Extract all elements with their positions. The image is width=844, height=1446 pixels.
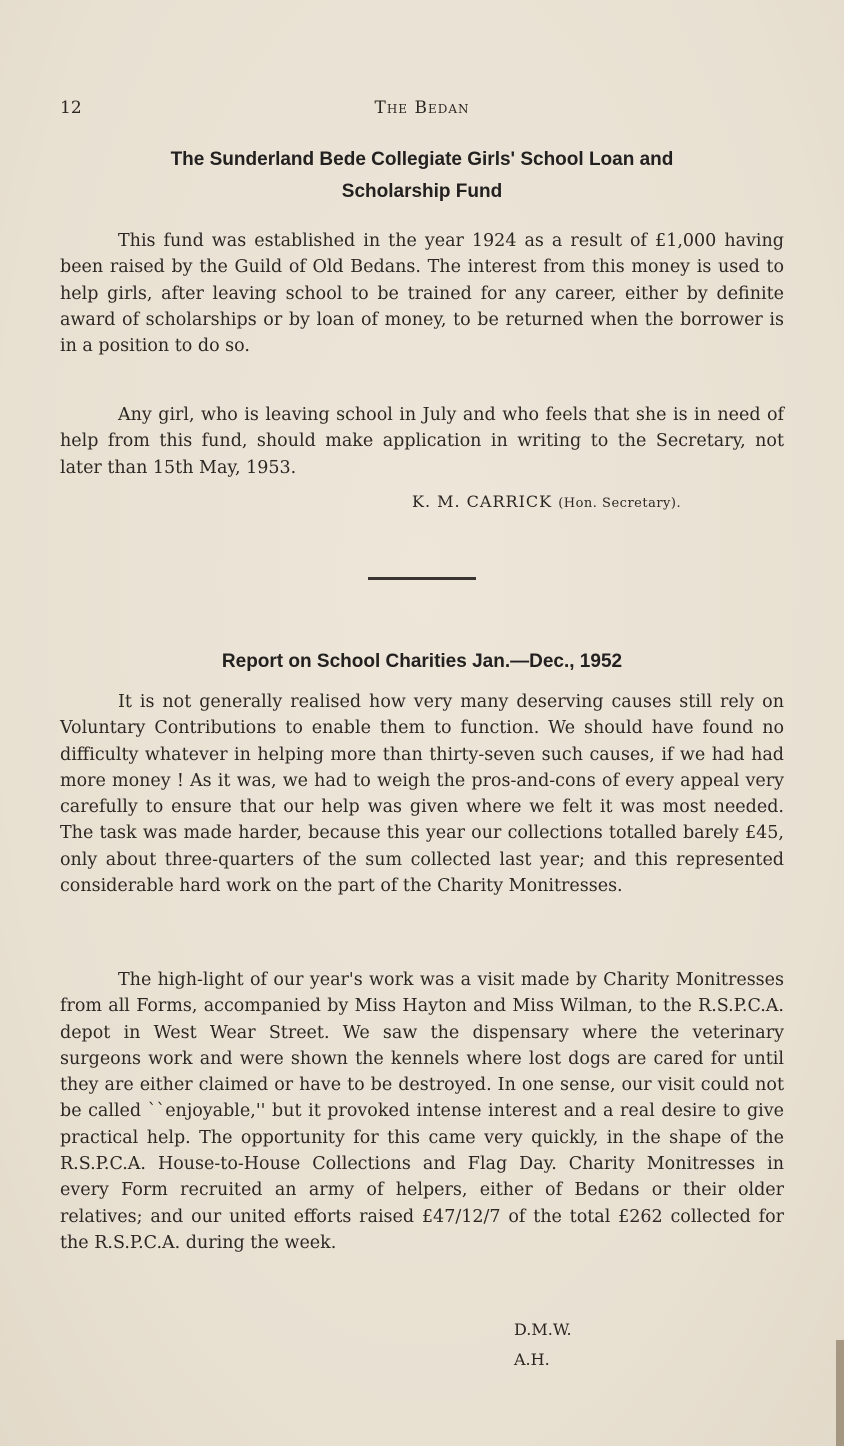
loan-fund-heading — [80, 144, 764, 208]
page-header — [60, 98, 784, 122]
loan-fund-heading-line2: Scholarship Fund — [341, 181, 503, 202]
charities-paragraph-1: It is not generally realised how very many deserving causes still rely on Voluntary Contributions to enable them to function. We should have found no difficulty whatever in helping more than thirty-seven such causes, if we had had more money ! As it was, we had to weigh the pros-and-cons of every appeal very carefully to ensure that our help was given where we felt it was most needed. The task was made harder, because this year our collections totalled barely £45, only about three-quarters of the sum collected last year; and this represented considerable hard work on the part of the Charity Monitresses. — [60, 692, 784, 897]
loan-fund-paragraph-1: This fund was established in the year 1924 as a result of £1,000 having been raised by the Guild of Old Bedans. The interest from this money is used to help girls, after leaving school to be trained for any career, either by definite award of scholarships or by loan of money, to be returned when the borrower is in a position to do so. — [60, 231, 784, 357]
loan-fund-paragraph-2: Any girl, who is leaving school in July and who feels that she is in need of help from this fund, should make application in writing to the Secretary, not later than 15th May, 1953. — [60, 405, 784, 478]
page-number: 12 — [60, 98, 82, 118]
running-title: The Bedan — [374, 98, 470, 118]
charities-heading: Report on School Charities Jan.—Dec., 1952 — [221, 651, 623, 672]
initials-ah: A.H. — [514, 1350, 550, 1369]
charities-paragraph-2: The high-light of our year's work was a visit made by Charity Monitresses from all Forms, accompanied by Miss Hayton and Miss Wilman, to the R.S.P.C.A. depot in West Wear Street. We saw the dispensary where the veterinary surgeons work and were shown the kennels where lost dogs are cared for until they are either claimed or have to be destroyed. In one sense, our visit could not be called ``enjoyable,'' but it provoked intense interest and a real desire to give practical help. The opportunity for this came very quickly, in the shape of the R.S.P.C.A. House-to-House Collections and Flag Day. Charity Monitresses in every Form recruited an army of helpers, either of Bedans or their older relatives; and our united efforts raised £47/12/7 of the total £262 collected for the R.S.P.C.A. during the week. — [60, 970, 784, 1253]
signature-name: K. M. CARRICK — [412, 492, 553, 511]
page-edge-shadow — [836, 1340, 844, 1446]
section-divider — [368, 577, 476, 580]
loan-fund-heading-line1: The Sunderland Bede Collegiate Girls' School Loan and — [170, 149, 674, 170]
initials-dmw: D.M.W. — [514, 1320, 572, 1339]
loan-fund-signature — [412, 492, 681, 511]
signature-title: (Hon. Secretary). — [558, 496, 682, 511]
